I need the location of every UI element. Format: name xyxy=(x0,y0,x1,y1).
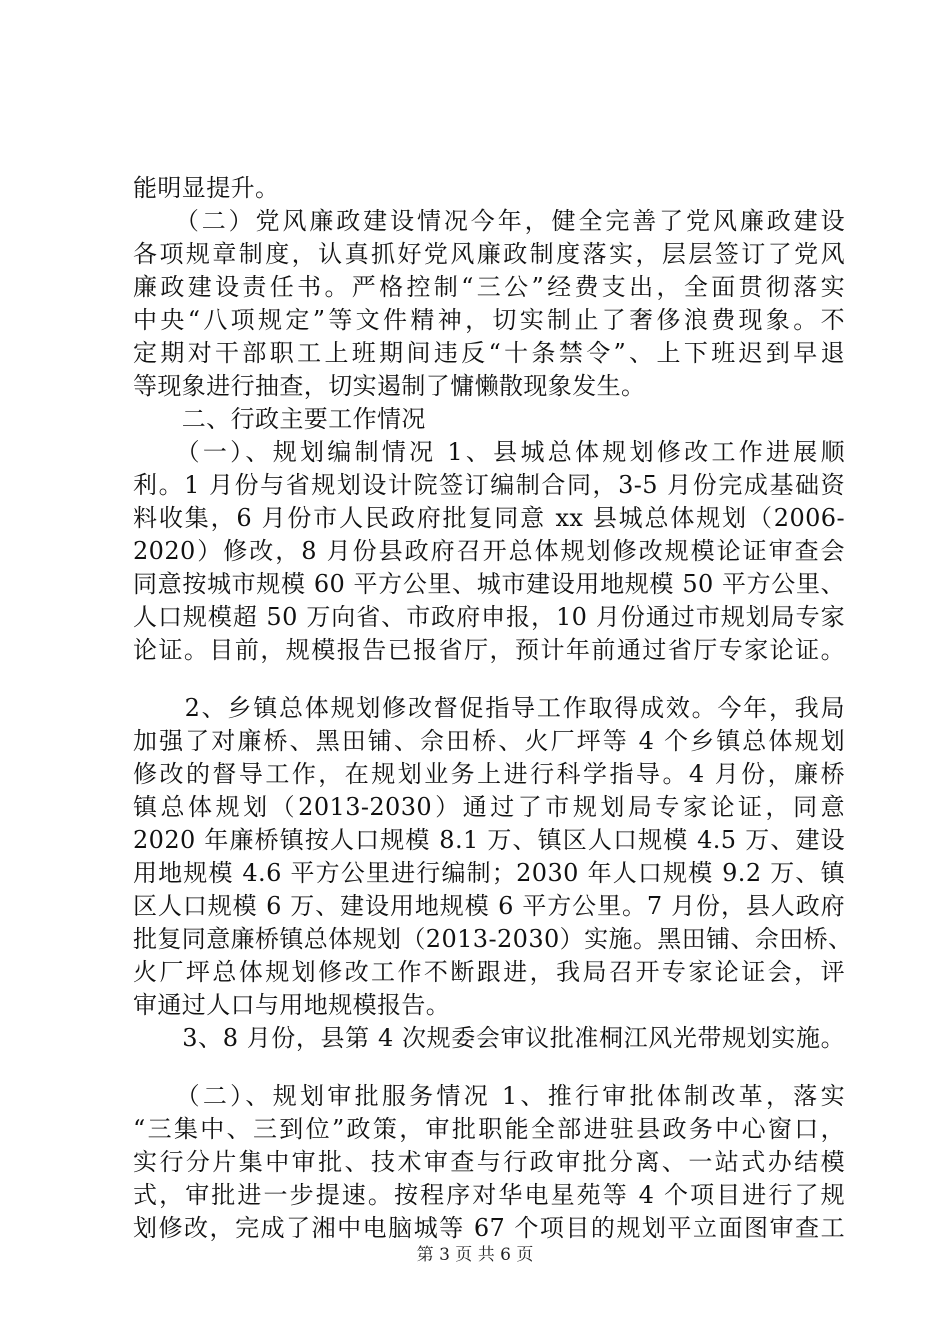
paragraph-line: 审通过人口与用地规模报告。 xyxy=(133,991,451,1019)
paragraph-line: 各项规章制度，认真抓好党风廉政制度落实，层层签订了党风 xyxy=(133,240,845,268)
paragraph-line: 式，审批进一步提速。按程序对华电星苑等 4 个项目进行了规 xyxy=(133,1181,845,1209)
paragraph-line: 加强了对廉桥、黑田铺、佘田桥、火厂坪等 4 个乡镇总体规划 xyxy=(133,727,845,755)
paragraph-line: （二）党风廉政建设情况今年，健全完善了党风廉政建设 xyxy=(133,207,845,235)
page-number-footer: 第 3 页 共 6 页 xyxy=(416,1245,534,1265)
paragraph-line: 中央“八项规定”等文件精神，切实制止了奢侈浪费现象。不 xyxy=(133,306,845,334)
paragraph-line: 利。1 月份与省规划设计院签订编制合同，3-5 月份完成基础资 xyxy=(133,471,845,499)
paragraph-line: 火厂坪总体规划修改工作不断跟进，我局召开专家论证会，评 xyxy=(133,958,845,986)
paragraph-line: （一）、规划编制情况 1、县城总体规划修改工作进展顺 xyxy=(133,438,845,466)
paragraph-line: （二）、规划审批服务情况 1、推行审批体制改革，落实 xyxy=(133,1082,845,1110)
paragraph-line: 批复同意廉桥镇总体规划（2013-2030）实施。黑田铺、佘田桥、 xyxy=(133,925,853,953)
paragraph-line: 论证。目前，规模报告已报省厅，预计年前通过省厅专家论证。 xyxy=(133,636,845,664)
paragraph-line: 同意按城市规模 60 平方公里、城市建设用地规模 50 平方公里、 xyxy=(133,570,845,598)
paragraph-line: 等现象进行抽查，切实遏制了慵懒散现象发生。 xyxy=(133,372,646,400)
paragraph-line: 2020 年廉桥镇按人口规模 8.1 万、镇区人口规模 4.5 万、建设 xyxy=(133,826,845,854)
paragraph-line: 实行分片集中审批、技术审查与行政审批分离、一站式办结模 xyxy=(133,1148,845,1176)
paragraph-line: 镇总体规划（2013-2030）通过了市规划局专家论证，同意 xyxy=(133,793,845,821)
paragraph-line: 用地规模 4.6 平方公里进行编制；2030 年人口规模 9.2 万、镇 xyxy=(133,859,845,887)
section-heading: 二、行政主要工作情况 xyxy=(133,405,426,433)
paragraph-line: 3、8 月份，县第 4 次规委会审议批准桐江风光带规划实施。 xyxy=(133,1024,845,1052)
paragraph-line: 修改的督导工作，在规划业务上进行科学指导。4 月份，廉桥 xyxy=(133,760,845,788)
paragraph-line: 定期对干部职工上班期间违反“十条禁令”、上下班迟到早退 xyxy=(133,339,845,367)
paragraph-line: 人口规模超 50 万向省、市政府申报，10 月份通过市规划局专家 xyxy=(133,603,845,631)
paragraph-line: 料收集，6 月份市人民政府批复同意 xx 县城总体规划（2006- xyxy=(133,504,845,532)
paragraph-line: 区人口规模 6 万、建设用地规模 6 平方公里。7 月份，县人政府 xyxy=(133,892,845,920)
paragraph-line: 2020）修改，8 月份县政府召开总体规划修改规模论证审查会 xyxy=(133,537,845,565)
paragraph-line: 能明显提升。 xyxy=(133,174,280,202)
paragraph-line: 2、乡镇总体规划修改督促指导工作取得成效。今年，我局 xyxy=(133,694,845,722)
paragraph-line: 划修改，完成了湘中电脑城等 67 个项目的规划平立面图审查工 xyxy=(133,1214,845,1242)
paragraph-line: 廉政建设责任书。严格控制“三公”经费支出，全面贯彻落实 xyxy=(133,273,845,301)
paragraph-line: “三集中、三到位”政策，审批职能全部进驻县政务中心窗口， xyxy=(133,1115,845,1143)
